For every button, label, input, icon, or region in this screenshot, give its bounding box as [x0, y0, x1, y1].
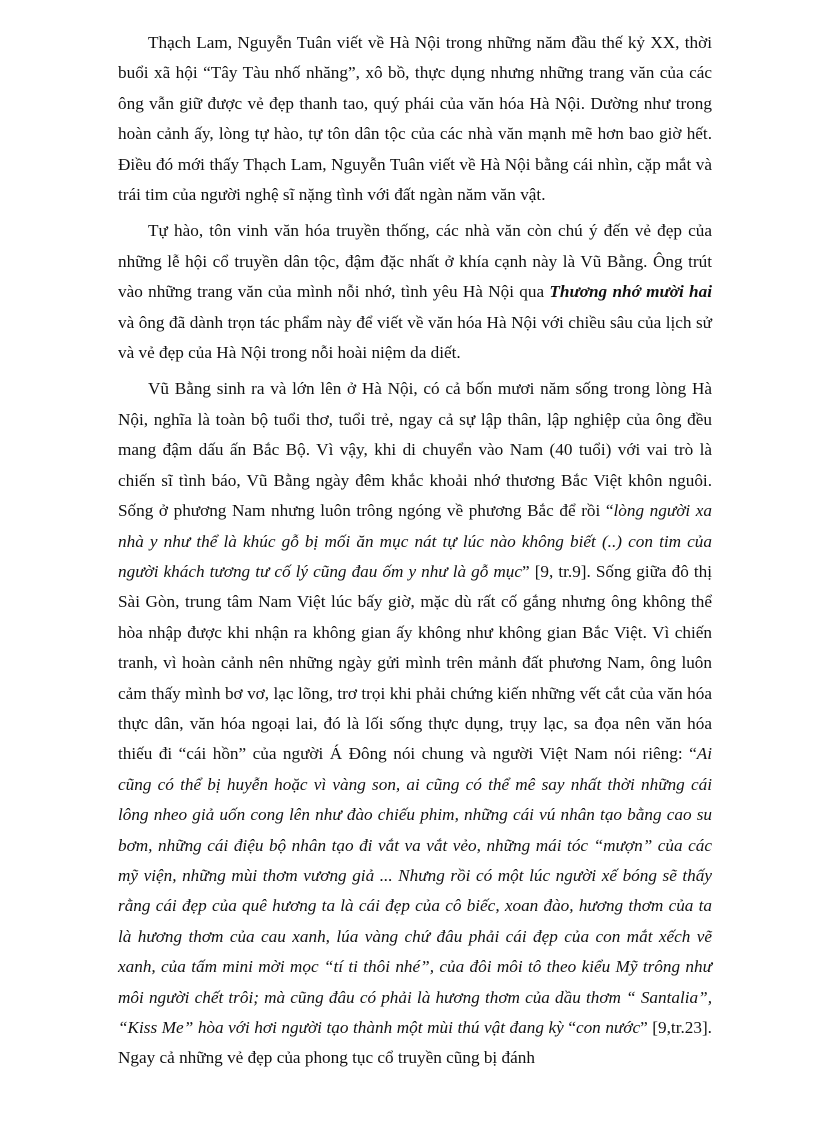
document-page	[118, 28, 712, 1080]
body-paragraph	[118, 28, 712, 210]
quotation-text: con nước	[575, 1018, 641, 1037]
body-paragraph	[118, 374, 712, 1073]
body-paragraph	[118, 216, 712, 368]
book-title: Thương nhớ mười hai	[549, 282, 712, 302]
quotation-text: Ai cũng có thể bị huyễn hoặc vì vàng son, ai cũng có thể mê say nhất thời những cái lông nheo giả uốn cong lên như đào chiếu phim, những cái vú nhân tạo bằng cao su bơm, những cái điệu bộ nhân tạo đi vắt va vắt vẻo, những mái tóc “mượn” của các mỹ viện, những mùi thơm vương giả ... Nhưng rồi có một lúc người xế bóng sẽ thấy rằng cái đẹp của quê hương ta là cái đẹp của cô biếc, xoan đào, hương thơm của ta là hương thơm của cau xanh, lúa vàng chứ đâu phải cái đẹp của con mắt xếch vẽ xanh, của tấm mini mời mọc “tí ti thôi nhé”, của đôi môi tô theo kiểu Mỹ trông như môi người chết trôi; mà cũng đâu có phải là hương thơm của dầu thơm “ Santalia”, “Kiss Me” hòa với hơi người tạo thành một mùi thú vật đang kỳ	[118, 744, 712, 1037]
paragraph-text: Thạch Lam, Nguyễn Tuân viết về Hà Nội trong những năm đầu thế kỷ XX, thời buổi xã hội “Tây Tàu nhố nhăng”, xô bồ, thực dụng nhưng những trang văn của các ông vẫn giữ được vẻ đẹp thanh tao, quý phái của văn hóa Hà Nội. Dường như trong hoàn cảnh ấy, lòng tự hào, tự tôn dân tộc của các nhà văn mạnh mẽ hơn bao giờ hết. Điều đó mới thấy Thạch Lam, Nguyễn Tuân viết về Hà Nội bằng cái nhìn, cặp mắt và trái tim của người nghệ sĩ nặng tình với đất ngàn năm văn vật.	[118, 33, 712, 205]
paragraph-text: Vũ Bằng sinh ra và lớn lên ở Hà Nội, có cả bốn mươi năm sống trong lòng Hà Nội, nghĩa là toàn bộ tuổi thơ, tuổi trẻ, ngay cả sự lập thân, lập nghiệp của ông đều mang đậm dấu ấn Bắc Bộ. Vì vậy, khi di chuyển vào Nam (40 tuổi) với vai trò là chiến sĩ tình báo, Vũ Bằng ngày đêm khắc khoải nhớ thương Bắc Việt khôn nguôi. Sống ở phương Nam nhưng luôn trông ngóng về phương Bắc để rồi “	[118, 379, 712, 521]
paragraph-text: Tự hào, tôn vinh văn hóa truyền thống, các nhà văn còn chú ý đến vẻ đẹp của những lễ hội cổ truyền dân tộc, đậm đặc nhất ở khía cạnh này là Vũ Bằng. Ông trút vào những trang văn của mình nỗi nhớ, tình yêu Hà Nội qua	[118, 221, 712, 302]
quotation-text: lòng người xa nhà y như thể là khúc gỗ bị mối ăn mục nát tự lúc nào không biết (..) con tim của người khách tương tư cố lý cũng đau ốm y như là gỗ mục	[118, 501, 712, 581]
paragraph-text: ” [9, tr.9]. Sống giữa đô thị Sài Gòn, trung tâm Nam Việt lúc bấy giờ, mặc dù rất cố gắng nhưng ông không thể hòa nhập được khi nhận ra không gian ấy không như không gian Bắc Việt. Vì chiến tranh, vì hoàn cảnh nên những ngày gửi mình trên mảnh đất phương Nam, ông luôn cảm thấy mình bơ vơ, lạc lõng, trơ trọi khi phải chứng kiến những vết cắt của văn hóa thực dân, văn hóa ngoại lai, đó là lối sống thực dụng, trụy lạc, sa đọa nên văn hóa thiếu đi “cái hồn” của người Á Đông nói chung và người Việt Nam nói riêng: “	[118, 561, 712, 764]
paragraph-text: và ông đã dành trọn tác phẩm này để viết về văn hóa Hà Nội với chiều sâu của lịch sử và vẻ đẹp của Hà Nội trong nỗi hoài niệm da diết.	[118, 312, 712, 363]
paragraph-text: “	[563, 1018, 576, 1037]
paragraph-text: ” [9,tr.23]. Ngay cả những vẻ đẹp của phong tục cổ truyền cũng bị đánh	[118, 1018, 712, 1068]
